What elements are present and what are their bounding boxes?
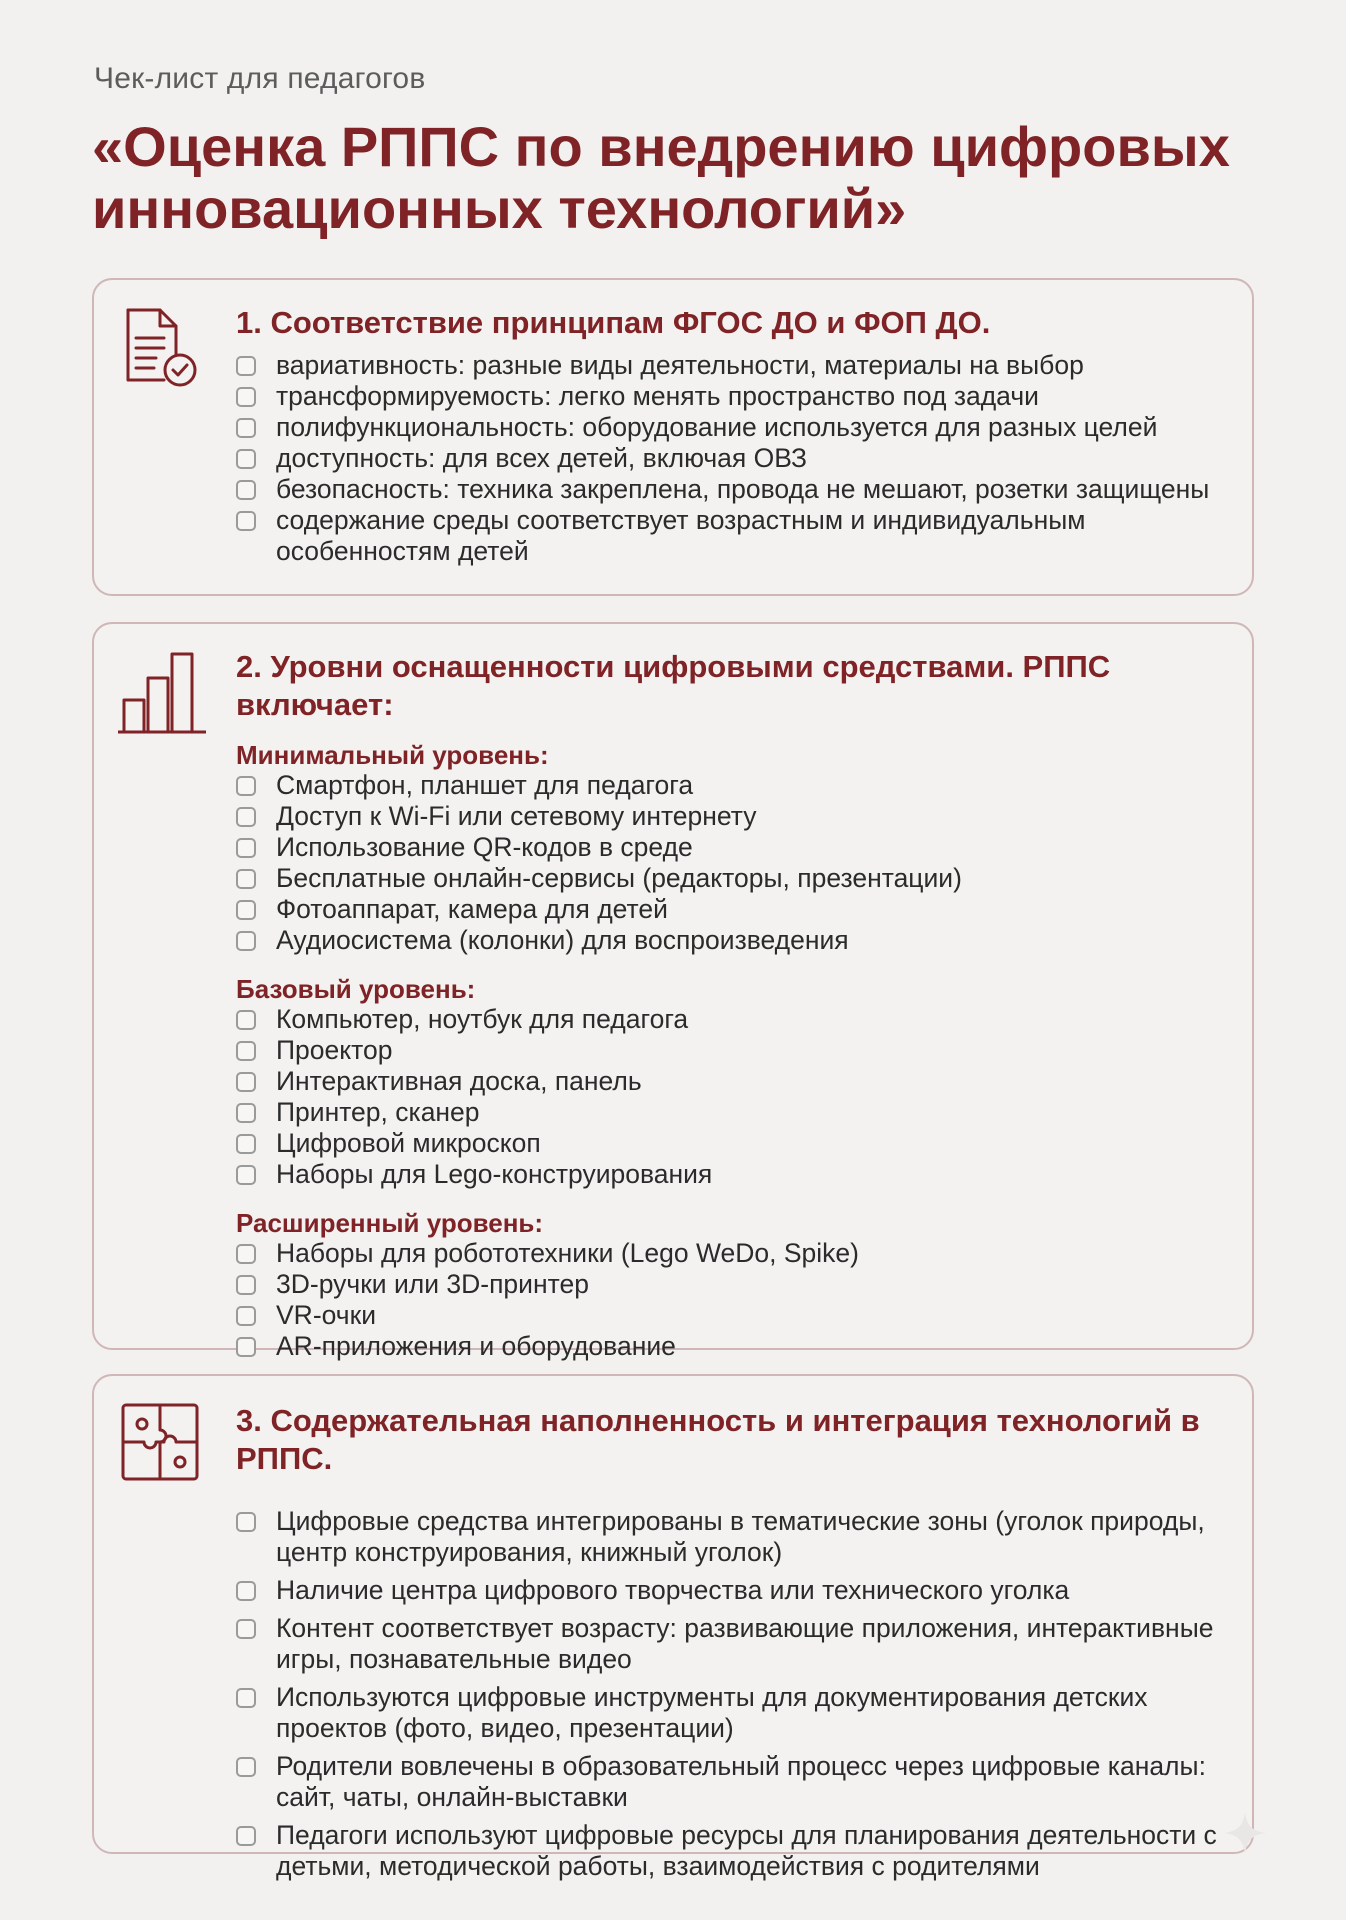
checklist-item[interactable]: [236, 443, 1232, 474]
checklist-item[interactable]: [236, 1820, 1232, 1882]
checklist-item-label: Наборы для Lego-конструирования: [276, 1159, 713, 1189]
checkbox[interactable]: [236, 1306, 256, 1326]
checklist-item-label: Контент соответствует возрасту: развивающие приложения, интерактивные игры, познавательные видео: [276, 1613, 1214, 1674]
checklist-item-label: Цифровой микроскоп: [276, 1128, 541, 1158]
checklist-item[interactable]: [236, 1506, 1232, 1568]
checklist-item[interactable]: [236, 474, 1232, 505]
checklist-item-label: трансформируемость: легко менять пространство под задачи: [276, 381, 1039, 411]
page-title: «Оценка РППС по внедрению цифровых инновационных технологий»: [92, 115, 1230, 240]
checkbox[interactable]: [236, 1619, 256, 1639]
checkbox[interactable]: [236, 480, 256, 500]
checkbox[interactable]: [236, 1244, 256, 1264]
checkbox[interactable]: [236, 1337, 256, 1357]
checklist-item[interactable]: [236, 505, 1232, 567]
checklist-item[interactable]: [236, 412, 1232, 443]
checkbox[interactable]: [236, 1134, 256, 1154]
checklist-item[interactable]: [236, 1575, 1232, 1606]
checkbox[interactable]: [236, 449, 256, 469]
checklist: [236, 1004, 1232, 1190]
checklist-item[interactable]: [236, 1066, 1232, 1097]
section-content-body: [236, 1402, 1232, 1889]
puzzle-icon: [120, 1402, 200, 1482]
checklist-item-label: содержание среды соответствует возрастным и индивидуальным особенностям детей: [276, 505, 1086, 566]
checklist-item[interactable]: [236, 894, 1232, 925]
document-check-icon: [120, 306, 204, 390]
checkbox[interactable]: [236, 356, 256, 376]
checkbox[interactable]: [236, 1041, 256, 1061]
checkbox[interactable]: [236, 1581, 256, 1601]
section-title: 2. Уровни оснащенности цифровыми средствами. РППС включает:: [236, 649, 1111, 722]
checklist: [236, 350, 1232, 567]
checklist: [236, 1506, 1232, 1882]
checklist: [236, 1238, 1232, 1362]
checkbox[interactable]: [236, 1512, 256, 1532]
checklist-item-label: вариативность: разные виды деятельности, материалы на выбор: [276, 350, 1084, 380]
section-principles-body: [236, 304, 1232, 567]
checklist-item[interactable]: [236, 1751, 1232, 1813]
checklist-item-label: Использование QR-кодов в среде: [276, 832, 693, 862]
checkbox[interactable]: [236, 1165, 256, 1185]
checkbox[interactable]: [236, 1103, 256, 1123]
checkbox[interactable]: [236, 807, 256, 827]
checklist-item[interactable]: [236, 770, 1232, 801]
level-title: Минимальный уровень:: [236, 740, 549, 770]
bar-chart-icon: [116, 648, 208, 736]
checklist-item-label: Наборы для робототехники (Lego WeDo, Spike): [276, 1238, 859, 1268]
checklist-item-label: Наличие центра цифрового творчества или технического уголка: [276, 1575, 1070, 1605]
equipment-level: [236, 740, 1232, 956]
section-content-integration: [92, 1374, 1254, 1881]
checklist-item[interactable]: [236, 1238, 1232, 1269]
checklist-item-label: Доступ к Wi-Fi или сетевому интернету: [276, 801, 757, 831]
checklist-item[interactable]: [236, 1269, 1232, 1300]
checklist-item[interactable]: [236, 1004, 1232, 1035]
checkbox[interactable]: [236, 387, 256, 407]
checkbox[interactable]: [236, 418, 256, 438]
checklist-item-label: Родители вовлечены в образовательный процесс через цифровые каналы: сайт, чаты, онлайн-выставки: [276, 1751, 1206, 1812]
section-title: 3. Содержательная наполненность и интеграция технологий в РППС.: [236, 1403, 1200, 1476]
checklist-item-label: Смартфон, планшет для педагога: [276, 770, 694, 800]
checklist-item-label: Интерактивная доска, панель: [276, 1066, 642, 1096]
checkbox[interactable]: [236, 931, 256, 951]
checklist-item[interactable]: [236, 863, 1232, 894]
checklist-item[interactable]: [236, 1613, 1232, 1675]
section-equipment-levels: [92, 622, 1254, 1361]
checklist-item-label: Компьютер, ноутбук для педагога: [276, 1004, 689, 1034]
equipment-level: [236, 1208, 1232, 1362]
checklist-item[interactable]: [236, 1331, 1232, 1362]
level-title: Базовый уровень:: [236, 974, 476, 1004]
checkbox[interactable]: [236, 1757, 256, 1777]
checklist-item[interactable]: [236, 1300, 1232, 1331]
checklist-item[interactable]: [236, 1035, 1232, 1066]
checklist-item[interactable]: [236, 381, 1232, 412]
checklist-item[interactable]: [236, 925, 1232, 956]
checklist-item[interactable]: [236, 1097, 1232, 1128]
checkbox[interactable]: [236, 776, 256, 796]
checkbox[interactable]: [236, 1275, 256, 1295]
section-title: 1. Соответствие принципам ФГОС ДО и ФОП ДО.: [236, 305, 991, 340]
checklist-item[interactable]: [236, 1682, 1232, 1744]
checkbox[interactable]: [236, 1688, 256, 1708]
checklist-item[interactable]: [236, 1128, 1232, 1159]
checklist-item-label: Бесплатные онлайн-сервисы (редакторы, презентации): [276, 863, 962, 893]
checklist-item-label: доступность: для всех детей, включая ОВЗ: [276, 443, 808, 473]
checklist-item-label: безопасность: техника закреплена, провода не мешают, розетки защищены: [276, 474, 1210, 504]
checkbox[interactable]: [236, 838, 256, 858]
checkbox[interactable]: [236, 511, 256, 531]
checklist-item-label: полифункциональность: оборудование используется для разных целей: [276, 412, 1158, 442]
checklist-item-label: 3D-ручки или 3D-принтер: [276, 1269, 589, 1299]
checklist-item-label: Цифровые средства интегрированы в тематические зоны (уголок природы, центр конструирования, книжный уголок): [276, 1506, 1205, 1567]
checklist-item-label: Используются цифровые инструменты для документирования детских проектов (фото, видео, презентации): [276, 1682, 1148, 1743]
page-subtitle: Чек-лист для педагогов: [94, 62, 426, 95]
sparkle-icon: [1222, 1810, 1268, 1856]
checklist-item-label: Принтер, сканер: [276, 1097, 480, 1127]
checklist-item[interactable]: [236, 832, 1232, 863]
checklist-item-label: VR-очки: [276, 1300, 376, 1330]
section-equipment-body: [236, 648, 1232, 1362]
equipment-level: [236, 974, 1232, 1190]
checklist-item[interactable]: [236, 801, 1232, 832]
checklist-item-label: Педагоги используют цифровые ресурсы для планирования деятельности с детьми, методической работы, взаимодействия с родителями: [276, 1820, 1217, 1881]
checkbox[interactable]: [236, 1010, 256, 1030]
checklist-item[interactable]: [236, 350, 1232, 381]
checkbox[interactable]: [236, 900, 256, 920]
checklist-item[interactable]: [236, 1159, 1232, 1190]
checklist-item-label: Проектор: [276, 1035, 393, 1065]
checkbox[interactable]: [236, 869, 256, 889]
checklist: [236, 770, 1232, 956]
checklist-item-label: Фотоаппарат, камера для детей: [276, 894, 668, 924]
checklist-item-label: Аудиосистема (колонки) для воспроизведения: [276, 925, 849, 955]
levels: [236, 740, 1232, 1362]
checkbox[interactable]: [236, 1826, 256, 1846]
section-principles: [92, 278, 1254, 596]
checkbox[interactable]: [236, 1072, 256, 1092]
checklist-item-label: AR-приложения и оборудование: [276, 1331, 676, 1361]
level-title: Расширенный уровень:: [236, 1208, 544, 1238]
